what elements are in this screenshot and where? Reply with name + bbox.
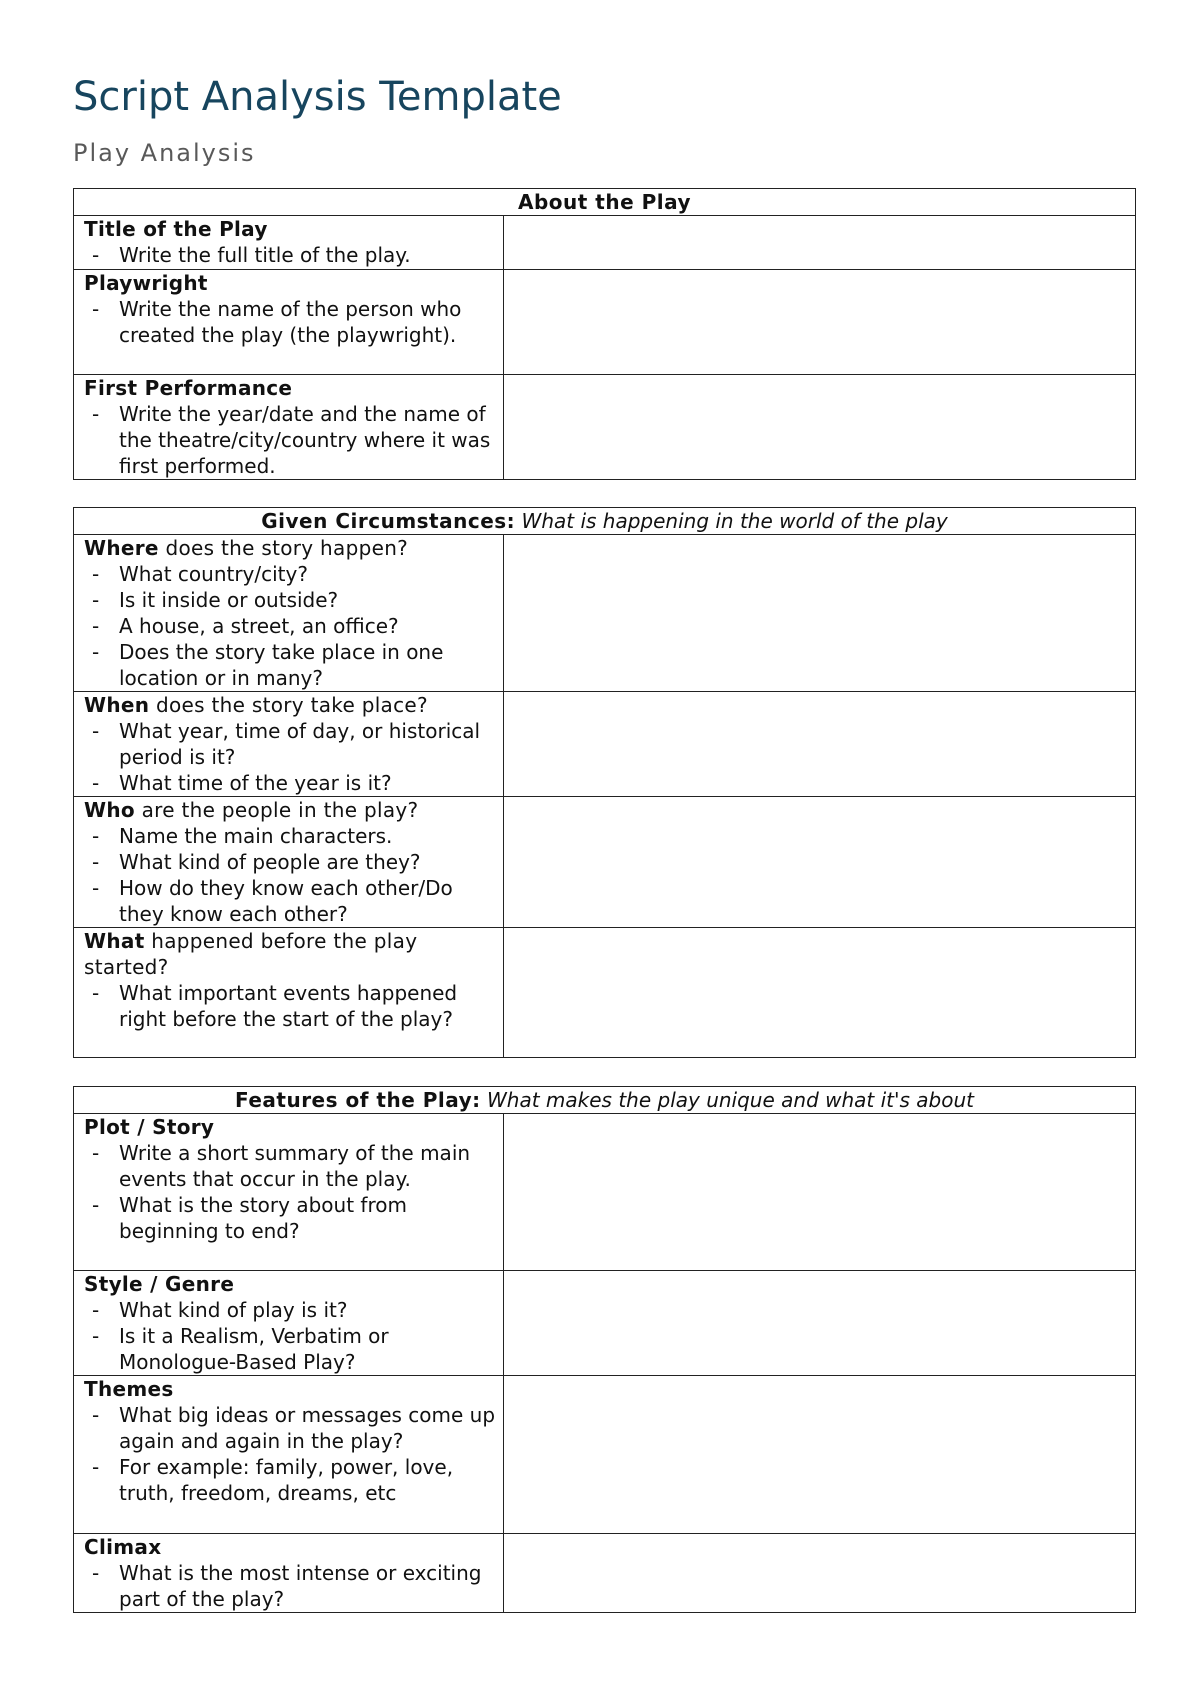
question-cell (74, 692, 504, 797)
about-header: About the Play (74, 189, 1136, 216)
answer-cell[interactable] (504, 692, 1136, 797)
answer-cell[interactable] (504, 270, 1136, 375)
question-cell (74, 797, 504, 928)
answer-cell[interactable] (504, 1534, 1136, 1613)
bullet-list (84, 718, 497, 796)
question-title: First Performance (84, 376, 293, 400)
list-item: - Is it inside or outside? (84, 587, 497, 613)
bullet-list (84, 296, 497, 348)
features-table (73, 1086, 1136, 1613)
table-row (74, 1271, 1136, 1376)
answer-cell[interactable] (504, 1271, 1136, 1376)
question-title: When does the story take place? (84, 693, 428, 717)
bullet-list (84, 1297, 497, 1375)
question-cell (74, 375, 504, 480)
question-title: Themes (84, 1377, 174, 1401)
list-item: - Name the main characters. (84, 823, 497, 849)
bullet-list (84, 823, 497, 927)
answer-cell[interactable] (504, 928, 1136, 1058)
question-title: Title of the Play (84, 217, 268, 241)
list-item: - Write a short summary of the main events that occur in the play. (84, 1140, 497, 1192)
list-item: - Does the story take place in one location or in many? (84, 639, 497, 691)
list-item: - What big ideas or messages come up again and again in the play? (84, 1402, 497, 1454)
list-item: - What kind of people are they? (84, 849, 497, 875)
list-item: - What kind of play is it? (84, 1297, 497, 1323)
list-item: - For example: family, power, love, truth, freedom, dreams, etc (84, 1454, 497, 1506)
list-item: - Is it a Realism, Verbatim or Monologue-Based Play? (84, 1323, 497, 1375)
question-cell (74, 1376, 504, 1534)
question-title: Climax (84, 1535, 162, 1559)
table-row (74, 1534, 1136, 1613)
bullet-list (84, 1140, 497, 1244)
table-row (74, 535, 1136, 692)
document-title: Script Analysis Template (73, 74, 562, 120)
table-row (74, 692, 1136, 797)
table-row (74, 270, 1136, 375)
list-item: - What is the most intense or exciting part of the play? (84, 1560, 497, 1612)
question-title: Playwright (84, 271, 208, 295)
bullet-list (84, 1402, 497, 1506)
table-row (74, 928, 1136, 1058)
question-cell (74, 928, 504, 1058)
list-item: - How do they know each other/Do they know each other? (84, 875, 497, 927)
list-item: - Write the name of the person who created the play (the playwright). (84, 296, 497, 348)
bullet-list (84, 980, 497, 1032)
list-item: - What year, time of day, or historical period is it? (84, 718, 497, 770)
bullet-list (84, 242, 497, 268)
document-subtitle: Play Analysis (73, 139, 256, 167)
bullet-list (84, 401, 497, 479)
question-title: Plot / Story (84, 1115, 215, 1139)
list-item: - What important events happened right before the start of the play? (84, 980, 497, 1032)
answer-cell[interactable] (504, 797, 1136, 928)
answer-cell[interactable] (504, 1376, 1136, 1534)
given-header: Given Circumstances: What is happening in the world of the play (74, 508, 1136, 535)
question-cell (74, 1271, 504, 1376)
table-row (74, 375, 1136, 480)
answer-cell[interactable] (504, 216, 1136, 270)
answer-cell[interactable] (504, 535, 1136, 692)
given-circumstances-table (73, 507, 1136, 1058)
question-title: What happened before the play started? (84, 929, 418, 979)
features-header: Features of the Play: What makes the play unique and what it's about (74, 1087, 1136, 1114)
bullet-list (84, 561, 497, 691)
list-item: - What time of the year is it? (84, 770, 497, 796)
list-item: - A house, a street, an office? (84, 613, 497, 639)
table-row (74, 216, 1136, 270)
question-title: Who are the people in the play? (84, 798, 419, 822)
question-cell (74, 216, 504, 270)
question-cell (74, 1534, 504, 1613)
answer-cell[interactable] (504, 375, 1136, 480)
about-table (73, 188, 1136, 480)
list-item: - What is the story about from beginning to end? (84, 1192, 497, 1244)
answer-cell[interactable] (504, 1114, 1136, 1271)
question-title: Where does the story happen? (84, 536, 409, 560)
question-cell (74, 270, 504, 375)
question-title: Style / Genre (84, 1272, 235, 1296)
question-cell (74, 535, 504, 692)
list-item: - Write the full title of the play. (84, 242, 497, 268)
list-item: - Write the year/date and the name of the theatre/city/country where it was first performed. (84, 401, 497, 479)
table-row (74, 1114, 1136, 1271)
question-cell (74, 1114, 504, 1271)
bullet-list (84, 1560, 497, 1612)
table-row (74, 1376, 1136, 1534)
list-item: - What country/city? (84, 561, 497, 587)
table-row (74, 797, 1136, 928)
